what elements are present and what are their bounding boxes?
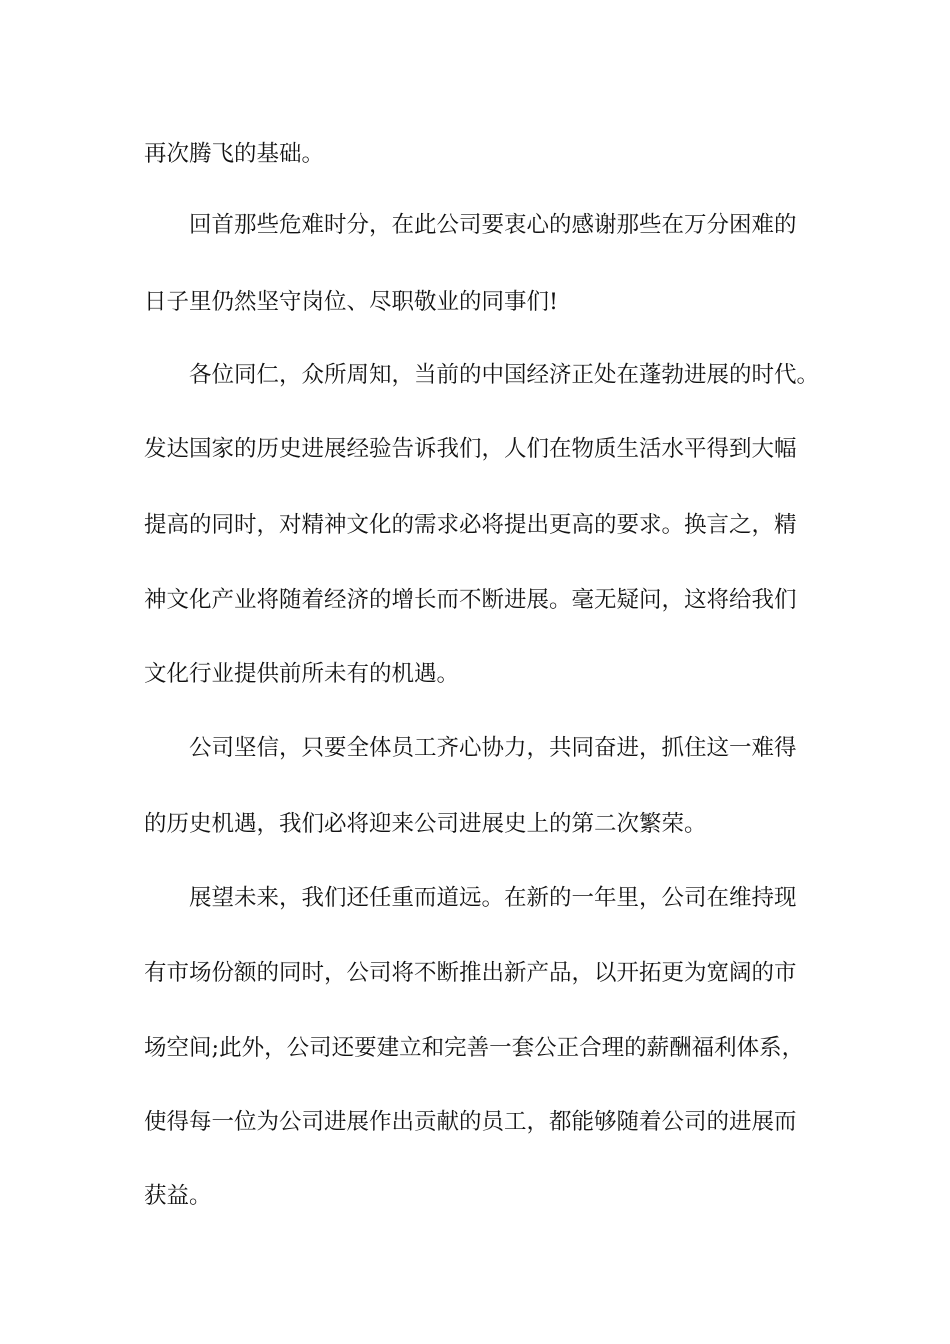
paragraph-first-line: 各位同仁，众所周知，当前的中国经济正处在蓬勃进展的时代。 bbox=[189, 362, 820, 388]
text-line: 获益。 bbox=[144, 1183, 212, 1209]
paragraph-first-line: 展望未来，我们还任重而道远。在新的一年里，公司在维持现 bbox=[189, 885, 797, 911]
text-line: 有市场份额的同时，公司将不断推出新产品，以开拓更为宽阔的市 bbox=[144, 960, 797, 986]
text-line: 再次腾飞的基础。 bbox=[144, 141, 325, 167]
text-line: 的历史机遇，我们必将迎来公司进展史上的第二次繁荣。 bbox=[144, 811, 707, 837]
text-line: 提高的同时，对精神文化的需求必将提出更高的要求。换言之，精 bbox=[144, 512, 797, 538]
text-line: 场空间;此外，公司还要建立和完善一套公正合理的薪酬福利体系， bbox=[144, 1035, 805, 1061]
paragraph-first-line: 回首那些危难时分，在此公司要衷心的感谢那些在万分困难的 bbox=[189, 212, 797, 238]
text-line: 发达国家的历史进展经验告诉我们，人们在物质生活水平得到大幅 bbox=[144, 436, 797, 462]
text-line: 文化行业提供前所未有的机遇。 bbox=[144, 661, 460, 687]
paragraph-first-line: 公司坚信，只要全体员工齐心协力，共同奋进，抓住这一难得 bbox=[189, 735, 797, 761]
text-line: 日子里仍然坚守岗位、尽职敬业的同事们! bbox=[144, 289, 559, 315]
text-line: 使得每一位为公司进展作出贡献的员工，都能够随着公司的进展而 bbox=[144, 1109, 797, 1135]
text-line: 神文化产业将随着经济的增长而不断进展。毫无疑问，这将给我们 bbox=[144, 587, 797, 613]
